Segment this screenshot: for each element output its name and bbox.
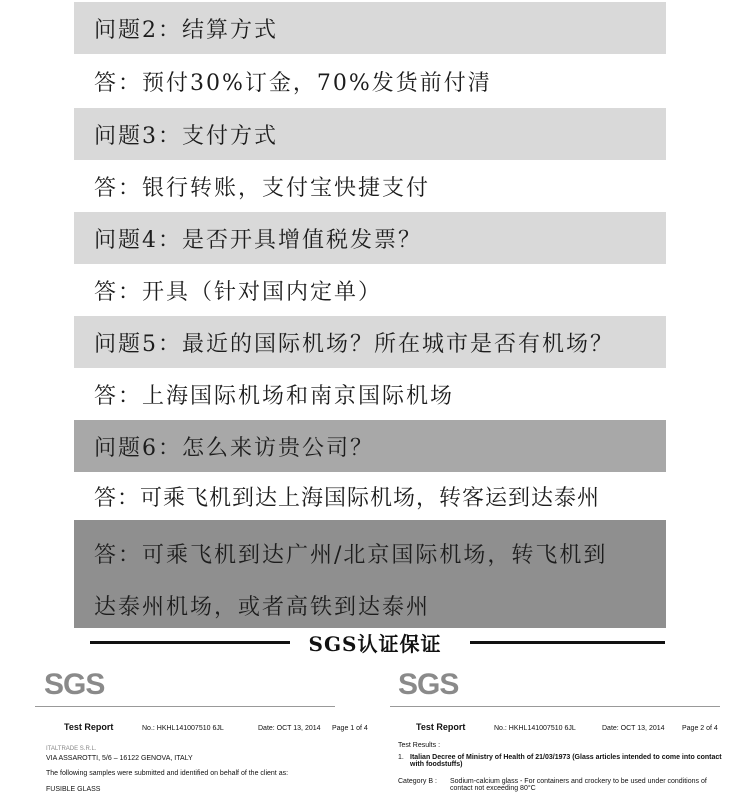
answer-row xyxy=(74,54,666,108)
company-name: ITALTRADE S.R.L. xyxy=(46,746,97,752)
question-text: 问题5：最近的国际机场？所在城市是否有机场？ xyxy=(94,331,614,357)
report-number: No.: HKHL141007510 6JL xyxy=(494,725,576,732)
page-number: Page 2 of 4 xyxy=(682,725,718,732)
category-label: Category B : xyxy=(398,778,437,785)
question-row xyxy=(74,316,666,368)
question-text: 问题3：支付方式 xyxy=(94,123,278,149)
category-text: Sodium-calcium glass - For containers and crockery to be used under conditions of contact not exceeding 80°C xyxy=(450,778,707,792)
answer-row xyxy=(74,264,666,316)
answer-text: 答：上海国际机场和南京国际机场 xyxy=(94,383,455,409)
answer-text: 答：可乘飞机到达上海国际机场，转客运到达泰州 xyxy=(94,485,601,511)
question-row xyxy=(74,420,666,472)
divider-right xyxy=(470,641,665,644)
certificate-right xyxy=(390,662,750,800)
company-address: VIA ASSAROTTI, 5/6 – 16122 GENOVA, ITALY xyxy=(46,755,193,762)
question-row xyxy=(74,108,666,160)
report-label: Test Report xyxy=(416,722,466,732)
report-date: Date: OCT 13, 2014 xyxy=(602,725,665,732)
sgs-logo: SGS xyxy=(44,668,105,701)
report-number: No.: HKHL141007510 6JL xyxy=(142,725,224,732)
question-row xyxy=(74,212,666,264)
header-rule xyxy=(35,706,335,707)
answer-row xyxy=(74,160,666,212)
certificate-left xyxy=(0,662,368,800)
decree-number: 1. xyxy=(398,754,404,761)
question-text: 问题2：结算方式 xyxy=(94,17,278,43)
final-answer-line-1: 答：可乘飞机到达广州/北京国际机场，转飞机到 xyxy=(94,543,608,568)
answer-text: 答：预付30%订金，70%发货前付清 xyxy=(94,70,492,96)
page-number: Page 1 of 4 xyxy=(332,725,368,732)
answer-row xyxy=(74,368,666,420)
final-answer-block xyxy=(74,520,666,628)
sgs-logo: SGS xyxy=(398,668,459,701)
report-label: Test Report xyxy=(64,722,114,732)
final-answer-line-2: 达泰州机场，或者高铁到达泰州 xyxy=(94,595,431,620)
answer-text: 答：银行转账，支付宝快捷支付 xyxy=(94,175,431,201)
divider-left xyxy=(90,641,290,644)
question-text: 问题4：是否开具增值税发票？ xyxy=(94,227,422,253)
header-rule xyxy=(390,706,720,707)
answer-text: 答：开具（针对国内定单） xyxy=(94,279,383,305)
answer-row xyxy=(74,472,666,520)
section-title: SGS认证保证 xyxy=(308,632,442,656)
decree-text: Italian Decree of Ministry of Health of 21/03/1973 (Glass articles intended to come into contact with foodstuffs) xyxy=(410,754,722,768)
question-row xyxy=(74,2,666,54)
product-name: FUSIBLE GLASS xyxy=(46,786,101,793)
results-label: Test Results : xyxy=(398,742,441,749)
samples-statement: The following samples were submitted and identified on behalf of the client as: xyxy=(46,770,289,777)
report-date: Date: OCT 13, 2014 xyxy=(258,725,321,732)
question-text: 问题6：怎么来访贵公司？ xyxy=(94,435,374,461)
